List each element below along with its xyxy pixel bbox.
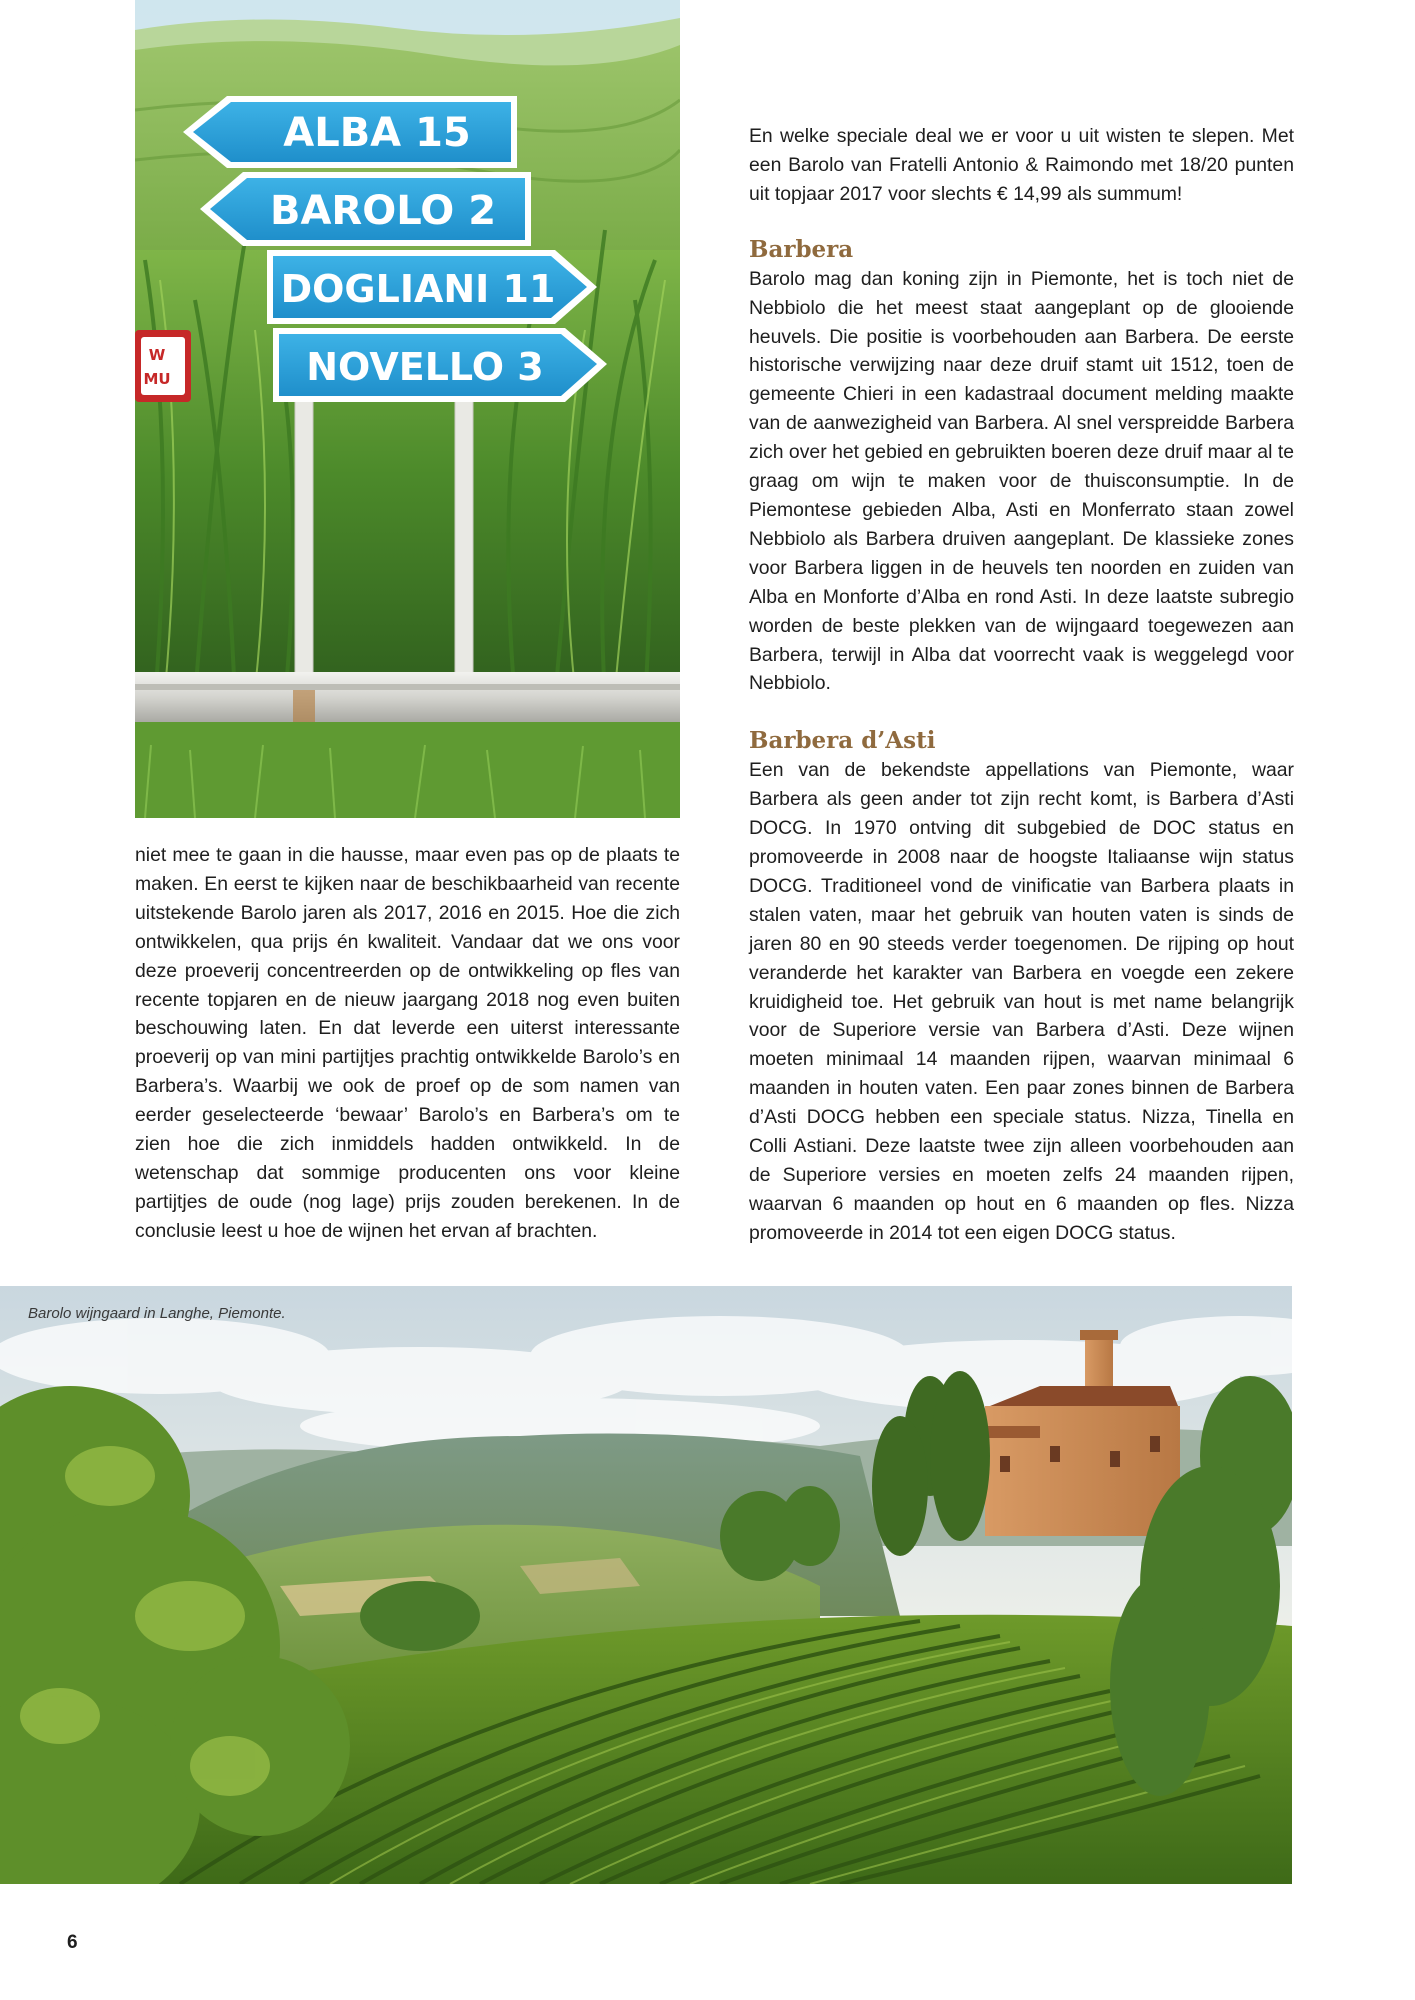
signpost-photo — [135, 0, 680, 818]
sign-label-novello: NOVELLO 3 — [306, 345, 544, 389]
badge-line-1: W — [148, 346, 166, 364]
vineyard-photo — [0, 1286, 1292, 1884]
left-paragraph: niet mee te gaan in die hausse, maar even pas op de plaats te maken. En eerst te kijken naar de beschikbaarheid van recente uitstekende Barolo jaren als 2017, 2016 en 2015. Hoe die zich ontwikkelen, qua prijs én kwaliteit. Vandaar dat we ons voor deze proeverij concentreerden op de ontwikkeling op fles van recente topjaren en de nieuw jaargang 2018 nog even buiten beschouwing laten. En dat leverde een uiterst interessante proeverij op van mini partijtjes prachtig ontwikkelde Barolo’s en Barbera’s. Waarbij we ook de proef op de som namen van eerder geselecteerde ‘bewaar’ Barolo’s en Barbera’s om te zien hoe die zich inmiddels hadden ontwikkeld. In de wetenschap dat sommige producenten ons voor kleine partijtjes de oude (nog lage) prijs zouden berekenen. In de conclusie leest u hoe de wijnen het ervan af brachten. — [135, 844, 680, 1242]
sign-barolo — [200, 172, 531, 246]
section-text-barbera-dasti: Een van de bekendste appellations van Piemonte, waar Barbera als geen ander tot zijn recht komt, is Barbera d’Asti DOCG. In 1970 ontving dit subgebied de DOC status en promoveerde in 2008 naar de hoogste Italiaanse wijn status DOCG. Traditioneel vond de vinificatie van Barbera plaats in stalen vaten, maar het gebruik van houten vaten is sinds de jaren 80 en 90 steeds verder toegenomen. De rijping op hout veranderde het karakter van Barbera en voegde een zekere kruidigheid toe. Het gebruik van hout is met name belangrijk voor de Superiore versie van Barbera d’Asti. Deze wijnen moeten minimaal 14 maanden rijpen, waarvan minimaal 6 maanden in houten vaten. Een paar zones binnen de Barbera d’Asti DOCG hebben een speciale status. Nizza, Tinella en Colli Astiani. Deze laatste twee zijn alleen voorbehouden aan de Superiore versies en moeten zelfs 24 maanden rijpen, waarvan 6 maanden op hout en 6 maanden op fles. Nizza promoveerde in 2014 tot een eigen DOCG status. — [749, 759, 1294, 1244]
left-column — [135, 841, 680, 1246]
sign-label-alba: ALBA 15 — [283, 110, 471, 156]
sign-label-dogliani: DOGLIANI 11 — [280, 267, 556, 311]
photo-caption: Barolo wijngaard in Langhe, Piemonte. — [28, 1305, 286, 1322]
sign-dogliani — [267, 250, 597, 324]
right-column — [749, 122, 1294, 1248]
sign-label-barolo: BAROLO 2 — [269, 188, 497, 234]
section-text-barbera: Barolo mag dan koning zijn in Piemonte, het is toch niet de Nebbiolo die het meest staat aangeplant op de glooiende heuvels. Die positie is voorbehouden aan Barbera. De eerste historische verwijzing naar deze druif stamt uit 1512, toen de gemeente Chieri in een kadastraal document melding maakte van de aanwezigheid van Barbera. Al snel verspreidde Barbera zich over het gebied en gebruikten boeren deze druif maar al te graag om wijn te maken voor de thuisconsumptie. In de Piemontese gebieden Alba, Asti en Monferrato staan zowel Nebbiolo als Barbera druiven aangeplant. De klassieke zones voor Barbera liggen in de heuvels ten noorden en zuiden van Alba en Monforte d’Alba en rond Asti. In deze laatste subregio worden de beste plekken van de wijngaard toegewezen aan Barbera, terwijl in Alba dat voorrecht vaak is weggelegd voor Nebbiolo. — [749, 267, 1294, 695]
sign-novello — [273, 328, 607, 402]
page-number: 6 — [67, 1932, 78, 1953]
signpost-illustration — [135, 0, 680, 818]
vineyard-illustration — [0, 1286, 1292, 1884]
section-heading-barbera-dasti: Barbera d’Asti — [749, 727, 936, 755]
intro-paragraph: En welke speciale deal we er voor u uit wisten te slepen. Met een Barolo van Fratelli Antonio & Raimondo met 18/20 punten uit topjaar 2017 voor slechts € 14,99 als summum! — [749, 125, 1294, 205]
sign-alba — [183, 95, 517, 168]
badge-line-2: MU — [143, 370, 171, 388]
section-heading-barbera: Barbera — [749, 235, 854, 263]
